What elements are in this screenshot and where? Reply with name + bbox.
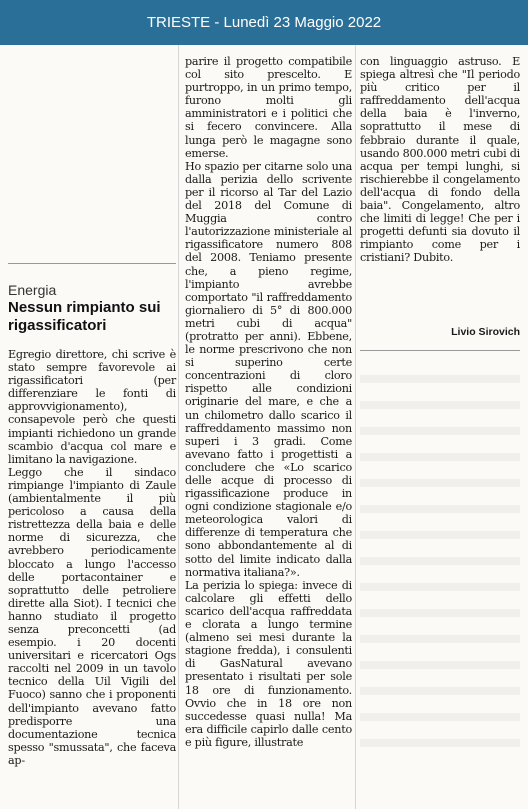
column-divider [178, 45, 179, 809]
header-title: TRIESTE - Lunedì 23 Maggio 2022 [146, 14, 382, 31]
paragraph: parire il progetto compatibile col sito prescelto. E purtroppo, in un primo tempo, furono molti gli amministratori e i politici che si fecero convincere. Alla lunga però le magagne sono emerse. [185, 55, 352, 160]
paragraph: Egregio direttore, chi scrive è stato sempre favorevole ai rigassificatori (per differenziare le fonti di approvvigionamento), consapevole però che questi impianti richiedono un grande scambio d'acqua col mare e limitano la navigazione. [8, 348, 176, 466]
article-headline: Nessun rimpianto sui rigassificatori [8, 299, 161, 334]
paragraph: La perizia lo spiega: invece di calcolare gli effetti dello scarico dell'acqua raffreddata e clorata a lungo termine (almeno sei mesi durante la stagione fredda), i consulenti di GasNatural avevano presentato i risultati per sole 18 ore di funzionamento. Ovvio che in 18 ore non succedesse quasi nulla! Ma era difficile capirlo dalle cento e più figure, illustrate [185, 578, 352, 749]
newspaper-page [0, 45, 528, 809]
paragraph: con linguaggio astruso. E spiega altresì che "Il periodo più critico per il raffreddamento dell'acqua della baia è l'inverno, soprattutto il mese di febbraio durante il quale, usando 800.000 metri cubi di acqua per tempi lunghi, si rischierebbe il congelamento dell'acqua di fondo della baia". Congelamento, altro che limiti di legge! Che per i progetti defunti sia dovuto il rimpianto come per i cristiani? Dubito. [360, 55, 520, 265]
paragraph: Ho spazio per citarne solo una dalla perizia dello scrivente per il ricorso al Tar del Lazio del 2018 del Comune di Muggia contro l'autorizzazione ministeriale al rigassificatore numero 808 del 2008. Teniamo presente che, a pieno regime, l'impianto avrebbe comportato "il raffreddamento giornaliero di 5° di 800.000 metri cubi di acqua" (protratto per anni). Ebbene, le norme prescrivono che non si superino certe concentrazioni di cloro rispetto alle condizioni originarie del mare, e che a un chilometro dallo scarico il raffreddamento massimo non superi i 3 gradi. Come avevano fatto i progettisti a concludere che «Lo scarico delle acque di processo di rigassificazione produce in ogni condizione stagionale e/o meteorologica valori di differenze di temperatura che sono abbondantemente al di sotto del limite indicato dalla normativa italiana?». [185, 159, 352, 579]
section-rule [360, 350, 520, 351]
faded-next-article [360, 375, 520, 795]
section-rule [8, 263, 176, 264]
column-divider [355, 45, 356, 809]
page-header [0, 0, 528, 45]
article-column-1 [8, 348, 176, 767]
article-column-3 [360, 55, 520, 265]
section-topic: Energia [8, 282, 57, 298]
author-signature: Livio Sirovich [451, 326, 520, 338]
article-column-2 [185, 55, 352, 749]
paragraph: Leggo che il sindaco rimpiange l'impianto di Zaule (ambientalmente il più pericoloso a causa della ristrettezza della baia e delle norme di sicurezza, che avrebbero periodicamente bloccato a lungo l'accesso delle portacontainer e soprattutto delle petroliere dirette alla Siot). I tecnici che hanno studiato il progetto senza preconcetti (ad esempio. i 20 docenti universitari e ricercatori Ogs raccolti nel 2009 in un tavolo tecnico della Uil Vigili del Fuoco) sanno che i proponenti dell'impianto avevano fatto predisporre una documentazione tecnica spesso "smussata", che faceva ap- [8, 465, 176, 767]
